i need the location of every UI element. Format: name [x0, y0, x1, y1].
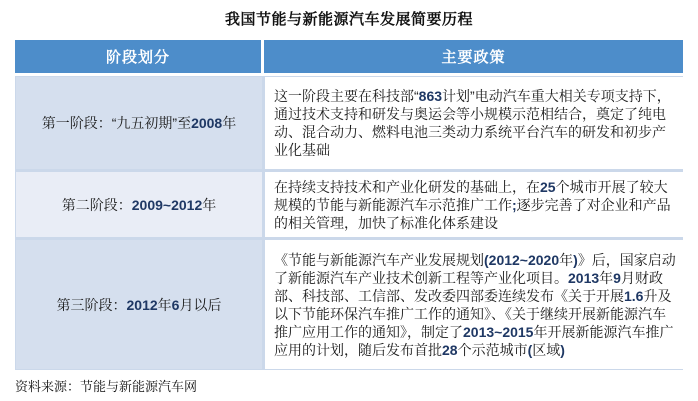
column-header-policy: 主要政策 [264, 40, 683, 73]
table-row-2-stage-cell: 第二阶段： 2009~2012 年 [16, 172, 262, 237]
column-header-stage: 阶段划分 [15, 40, 261, 73]
table-body [15, 76, 683, 370]
table-header-row [15, 40, 683, 73]
table-row-2-policy-text: 在持续支持技术和产业化研发的基础上，在25个城市开展了较大规模的节能与新能源汽车示范推广工作;逐步完善了对企业和产品的相关管理，加快了标准化体系建设 [274, 178, 671, 231]
source-note: 资料来源：节能与新能源汽车网 [15, 379, 198, 394]
table-row-3-policy-text: 《节能与新能源汽车产业发展规划(2012~2020年)》后，国家启动了新能源汽车产业技术创新工程等产业化项目。2013年9月财政部、科技部、工信部、发改委四部委连续发布《关于开展1.6升及以下节能环保汽车推广工作的通知》、《关于继续开展新能源汽车推广应用工作的通知》，制定了2013~2015年开展新能源汽车推广应用的计划，随后发布首批28个示范城市(区域) [274, 251, 676, 358]
table-row-3-stage-cell: 第三阶段： 2012 年 6 月以后 [16, 240, 262, 369]
table-row-2-policy-cell [265, 172, 684, 237]
table-row-1-stage-cell: 第一阶段：“九五初期”至 2008 年 [16, 77, 262, 169]
history-table [15, 40, 683, 370]
table-row-1-policy-cell [265, 77, 684, 169]
table-row-3-policy-cell [265, 240, 684, 369]
table-row-1-policy-text: 这一阶段主要在科技部“863计划”电动汽车重大相关专项支持下，通过技术支持和研发与奥运会等小规模示范相结合，奠定了纯电动、混合动力、燃料电池三类动力系统平台汽车的研发和初步产业化基础 [274, 88, 671, 158]
page-title: 我国节能与新能源汽车发展简要历程 [224, 11, 473, 28]
